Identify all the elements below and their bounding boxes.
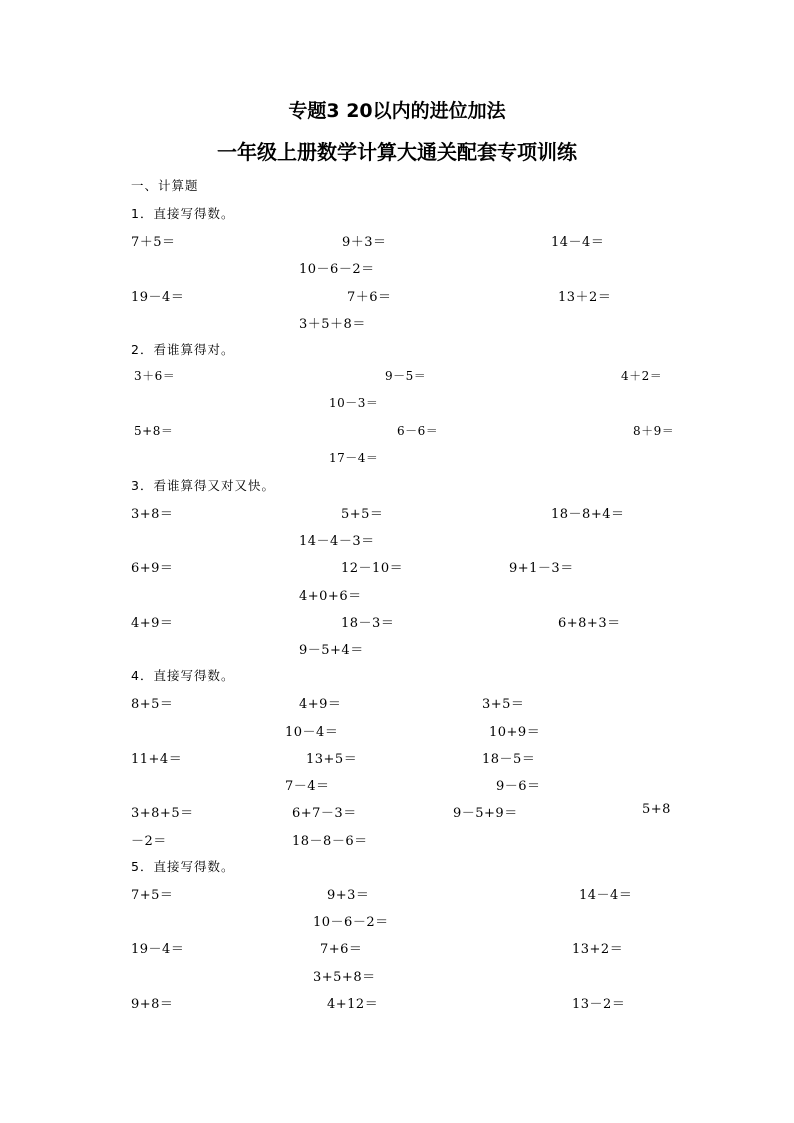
problem: 7＋6＝ [347, 290, 392, 305]
problem: 5+5＝ [341, 507, 384, 522]
problem: 7＋5＝ [131, 235, 176, 250]
problem: 5+8 [642, 802, 671, 817]
problem: 9+1－3＝ [509, 561, 574, 576]
problem: 10－6－2＝ [313, 915, 389, 930]
problem: 19－4＝ [131, 290, 185, 305]
problem: 17－4＝ [329, 451, 379, 465]
problem: 9＋3＝ [342, 235, 387, 250]
problem: 3＋5＋8＝ [299, 317, 366, 332]
problem: 19－4＝ [131, 942, 185, 957]
problem: 3+5+8＝ [313, 970, 376, 985]
problem: 7+5＝ [131, 888, 174, 903]
problem: 14－4＝ [579, 888, 633, 903]
question-1-heading: 1．直接写得数。 [131, 206, 235, 221]
problem: 18－5＝ [482, 752, 536, 767]
problem: 9－5+9＝ [453, 806, 518, 821]
problem: －2＝ [131, 834, 167, 849]
problem: 4+12＝ [327, 997, 379, 1012]
problem: 6+7－3＝ [292, 806, 357, 821]
question-5-heading: 5．直接写得数。 [131, 859, 235, 874]
problem: 3+8+5＝ [131, 806, 194, 821]
problem: 3+5＝ [482, 697, 525, 712]
problem: 9－5+4＝ [299, 643, 364, 658]
problem: 10－4＝ [285, 725, 339, 740]
problem: 7－4＝ [285, 779, 330, 794]
problem: 13＋2＝ [558, 290, 612, 305]
worksheet-subtitle: 一年级上册数学计算大通关配套专项训练 [217, 140, 577, 164]
problem: 9+3＝ [327, 888, 370, 903]
problem: 3＋6＝ [134, 369, 176, 383]
problem: 4+0+6＝ [299, 589, 362, 604]
problem: 9+8＝ [131, 997, 174, 1012]
problem: 13+5＝ [306, 752, 358, 767]
problem: 11+4＝ [131, 752, 183, 767]
problem: 6+9＝ [131, 561, 174, 576]
problem: 4+9＝ [299, 697, 342, 712]
problem: 10－6－2＝ [299, 262, 375, 277]
problem: 10－3＝ [329, 396, 379, 410]
problem: 18－8+4＝ [551, 507, 625, 522]
problem: 7+6＝ [320, 942, 363, 957]
problem: 6+8+3＝ [558, 616, 621, 631]
question-2-heading: 2．看谁算得对。 [131, 342, 235, 357]
problem: 8+5＝ [131, 697, 174, 712]
question-3-heading: 3．看谁算得又对又快。 [131, 478, 275, 493]
problem: 13－2＝ [572, 997, 626, 1012]
problem: 8＋9＝ [633, 424, 675, 438]
problem: 12－10＝ [341, 561, 404, 576]
problem: 14－4＝ [551, 235, 605, 250]
question-4-heading: 4．直接写得数。 [131, 668, 235, 683]
problem: 10+9＝ [489, 725, 541, 740]
problem: 13+2＝ [572, 942, 624, 957]
problem: 18－3＝ [341, 616, 395, 631]
section-heading: 一、计算题 [131, 178, 199, 193]
problem: 6－6＝ [397, 424, 439, 438]
problem: 3+8＝ [131, 507, 174, 522]
problem: 4+9＝ [131, 616, 174, 631]
problem: 9－5＝ [385, 369, 427, 383]
problem: 9－6＝ [496, 779, 541, 794]
problem: 18－8－6＝ [292, 834, 368, 849]
problem: 5+8＝ [134, 424, 174, 438]
problem: 14－4－3＝ [299, 534, 375, 549]
problem: 4＋2＝ [621, 369, 663, 383]
worksheet-title: 专题3 20以内的进位加法 [288, 100, 506, 122]
